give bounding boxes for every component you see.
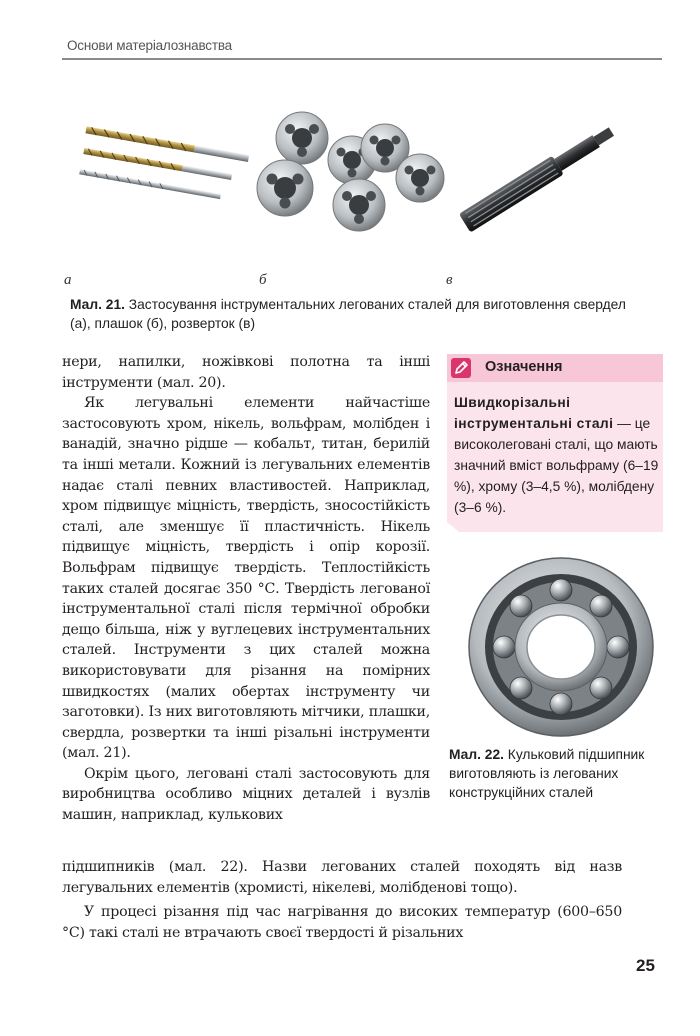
reamer-icon	[459, 122, 617, 232]
definition-header	[447, 354, 663, 382]
header-rule	[62, 58, 662, 60]
figure-21-caption-text: Застосування інструментальних легованих сталей для виготовлення свердел (а), плашок (б), розверток (в)	[70, 297, 626, 331]
figure-22-caption-label: Мал. 22.	[449, 747, 504, 762]
figure-21-letter-v: в	[446, 272, 453, 288]
figure-21-letter-a: а	[64, 272, 72, 288]
figure-21-letter-b: б	[259, 272, 267, 288]
paragraph-continuation: нери, напилки, ножівкові полотна та інші інструменти (мал. 20).	[62, 354, 430, 391]
threading-dies-icon	[257, 112, 444, 231]
definition-box	[447, 354, 663, 522]
paragraph-alloy-uses: Окрім цього, леговані сталі застосовують для виробництва особливо міцних деталей і вузлів машин, наприклад, кулькових	[62, 765, 430, 824]
wide-text-block	[62, 857, 622, 943]
figure-22-caption	[449, 745, 664, 802]
paragraph-bearings: підшипників (мал. 22). Назви легованих сталей походять від назв легувальних елементів (хромисті, нікелеві, молібденові тощо).	[62, 859, 622, 896]
paragraph-alloying-elements: Як легувальні елементи найчастіше застосовують хром, нікель, вольфрам, молібден і ванадій, значно рідше — кобальт, титан, берилій та інші метали. Кожний із легувальних елементів надає сталі певних властивостей. Наприклад, хром підвищує міцність, твердість, зносостійкість сталі, але зменшує її пластичність. Нікель підвищує міцність, твердість і опір корозії. Вольфрам підвищує твердість. Теплостійкість таких сталей досягає 350 °С. Твердість легованої інструментальної сталі після термічної обробки дещо більша, ніж у вуглецевих інструментальних сталей. Інструменти з цих сталей можна використовувати для різання на помірних швидкостях (малих обертах інструменту чи заготовки). Із них виготовляють мітчики, плашки, свердла, розвертки та інші різальні інструменти (мал. 21).	[62, 395, 430, 762]
definition-body: — це високолеговані сталі, що мають значний вміст вольфраму (6–19 %), хрому (3–4,5 %), молібдену (3–6 %).	[454, 416, 659, 515]
main-text-column	[62, 352, 430, 826]
definition-box-tail	[447, 522, 663, 532]
figure-21-tools-photo	[62, 100, 662, 270]
page-number: 25	[636, 956, 655, 975]
paragraph-cutting: У процесі різання під час нагрівання до високих температур (600–650 °С) такі сталі не втрачають своєї твердості й різальних	[62, 904, 622, 941]
figure-22-caption-text: Кульковий підшипник виготовляють із легованих конструкційних сталей	[449, 747, 645, 800]
pencil-icon	[451, 358, 471, 378]
definition-title: Означення	[485, 359, 563, 375]
definition-text	[454, 392, 660, 518]
page-header-title: Основи матеріалознавства	[67, 38, 232, 53]
figure-21-caption	[70, 295, 630, 333]
figure-22-ball-bearing-photo	[463, 552, 659, 742]
figure-21-caption-label: Мал. 21.	[70, 297, 125, 312]
definition-term: Швидкорізальні інструментальні сталі	[454, 395, 614, 431]
drill-bits-icon	[79, 126, 249, 199]
